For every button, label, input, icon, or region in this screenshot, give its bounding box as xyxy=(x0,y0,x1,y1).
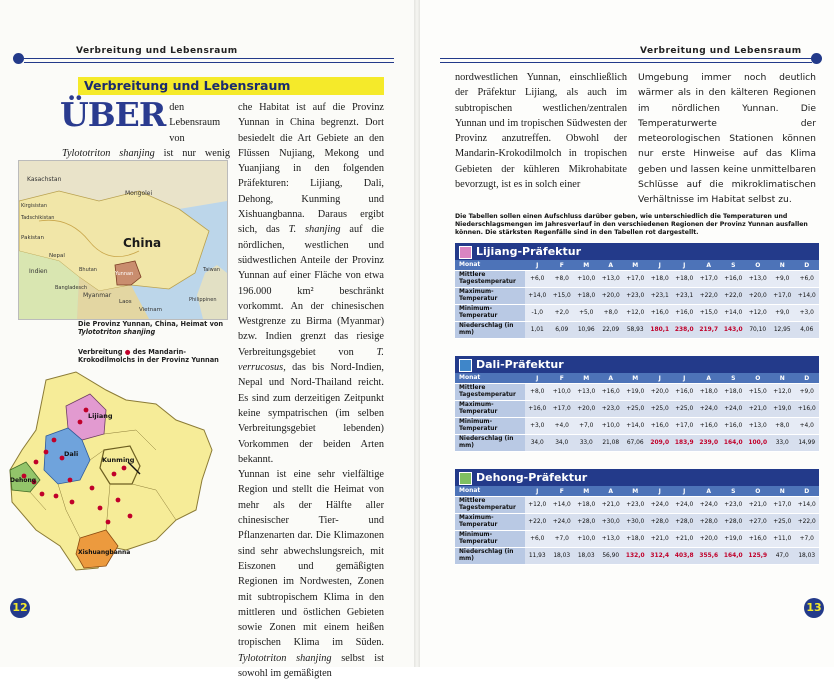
map-label: Yunnan xyxy=(115,271,134,277)
table-cell: +6,0 xyxy=(525,271,550,288)
table-cell: +7,0 xyxy=(550,531,575,548)
table-cell: 33,0 xyxy=(574,435,599,452)
table-cell: 143,0 xyxy=(721,322,746,339)
table-row xyxy=(455,497,819,514)
table-cell: +14,0 xyxy=(623,418,648,435)
col1-end: ist nur wenig xyxy=(163,147,231,159)
map-label: Bangladesch xyxy=(55,285,88,291)
table-cell: 67,06 xyxy=(623,435,648,452)
table-cell: +7,0 xyxy=(795,531,820,548)
table-cell: +16,0 xyxy=(746,531,771,548)
table-cell: +25,0 xyxy=(770,514,795,531)
month-header-cell: F xyxy=(550,373,575,384)
table-cell: +16,0 xyxy=(697,418,722,435)
map-label: Myanmar xyxy=(83,292,112,299)
region-label-lijiang: Lijiang xyxy=(88,412,113,420)
climate-table xyxy=(455,373,819,452)
table-cell: +16,0 xyxy=(721,271,746,288)
map-label: Vietnam xyxy=(139,307,162,313)
month-header-cell: A xyxy=(697,373,722,384)
dropcap: ÜBER xyxy=(60,95,166,134)
table-cell: +12,0 xyxy=(525,497,550,514)
row-label: Minimum-Temperatur xyxy=(455,531,525,548)
table-row xyxy=(455,418,819,435)
row-label: Minimum-Temperatur xyxy=(455,305,525,322)
row-label: Niederschlag (in mm) xyxy=(455,435,525,452)
table-cell: 22,09 xyxy=(599,322,624,339)
table-cell: +18,0 xyxy=(574,497,599,514)
month-header-label: Monat xyxy=(455,486,525,497)
table-cell: +18,0 xyxy=(721,384,746,401)
table-cell: +20,0 xyxy=(697,531,722,548)
table-cell: 183,9 xyxy=(672,435,697,452)
table-cell: +10,0 xyxy=(574,531,599,548)
table-row xyxy=(455,401,819,418)
month-header-cell: J xyxy=(525,486,550,497)
table-cell: +11,0 xyxy=(770,531,795,548)
table-cell: +10,0 xyxy=(574,271,599,288)
book-gutter xyxy=(414,0,420,667)
table-cell: +22,0 xyxy=(697,288,722,305)
col2-text: selbst ist sowohl im gemäßigten xyxy=(238,652,385,679)
row-label: Mittlere Tagestemperatur xyxy=(455,384,525,401)
month-header-cell: O xyxy=(746,486,771,497)
map-label: Philippinen xyxy=(189,297,217,303)
table-cell: +19,0 xyxy=(623,384,648,401)
month-header-cell: D xyxy=(795,373,820,384)
table-cell: +14,0 xyxy=(795,497,820,514)
month-header-label: Monat xyxy=(455,373,525,384)
table-cell: +16,0 xyxy=(795,401,820,418)
table-title: Dali-Präfektur xyxy=(476,358,564,371)
table-row xyxy=(455,322,819,339)
col2-text: che Habitat ist auf die Provinz Yunnan in China begrenzt. Dort besiedelt die Art Gebiete an den Flüssen Nujiang, Mekong und Yuanjiang in den folgenden Präfekturen: Lijiang, Dali, Dehong, Kunming und Xishuangbanna. Daraus ergibt sich, das xyxy=(238,102,384,236)
climate-table xyxy=(455,260,819,339)
table-row xyxy=(455,531,819,548)
table-cell: +6,0 xyxy=(525,531,550,548)
row-label: Niederschlag (in mm) xyxy=(455,548,525,565)
map-label: Bhutan xyxy=(79,267,97,273)
table-cell: +22,0 xyxy=(525,514,550,531)
table-cell: +10,0 xyxy=(550,384,575,401)
table-cell: +27,0 xyxy=(746,514,771,531)
map-label-china: China xyxy=(123,236,162,250)
table-cell: +9,0 xyxy=(795,384,820,401)
row-label: Niederschlag (in mm) xyxy=(455,322,525,339)
china-map xyxy=(18,160,228,320)
table-cell: +24,0 xyxy=(648,497,673,514)
table-title: Lijiang-Präfektur xyxy=(476,245,581,258)
table-cell: +24,0 xyxy=(550,514,575,531)
table-cell: +15,0 xyxy=(550,288,575,305)
table-cell: +10,0 xyxy=(599,418,624,435)
caption-bottom-part2: des Mandarin-Krokodilmolchs in der Provinz Yunnan xyxy=(78,348,219,365)
table-cell: +16,0 xyxy=(721,418,746,435)
header-rule-left xyxy=(24,58,394,63)
table-cell: +28,0 xyxy=(672,514,697,531)
table-cell: +22,0 xyxy=(795,514,820,531)
table-cell: +15,0 xyxy=(697,305,722,322)
table-cell: +3,0 xyxy=(525,418,550,435)
month-header-cell: N xyxy=(770,260,795,271)
month-header-cell: N xyxy=(770,486,795,497)
map-label: Nepal xyxy=(49,253,65,259)
month-header-cell: A xyxy=(599,373,624,384)
row-label: Minimum-Temperatur xyxy=(455,418,525,435)
table-cell: +16,0 xyxy=(672,305,697,322)
table-cell: 10,96 xyxy=(574,322,599,339)
month-header-cell: S xyxy=(721,260,746,271)
table-cell: +13,0 xyxy=(746,271,771,288)
table-cell: 14,99 xyxy=(795,435,820,452)
table-cell: +19,0 xyxy=(721,531,746,548)
red-dot-icon: ● xyxy=(124,348,131,356)
header-dot-right xyxy=(811,53,822,64)
table-cell: 100,0 xyxy=(746,435,771,452)
caption-bottom-part1: Verbreitung xyxy=(78,348,123,356)
caption-top xyxy=(78,320,228,337)
table-cell: +18,0 xyxy=(697,384,722,401)
table-cell: +24,0 xyxy=(721,401,746,418)
table-cell: 355,6 xyxy=(697,548,722,565)
table-cell: +12,0 xyxy=(770,384,795,401)
table-cell: 209,0 xyxy=(648,435,673,452)
map-label: Mongolei xyxy=(125,190,153,197)
table-cell: +14,0 xyxy=(525,288,550,305)
table-cell: 58,93 xyxy=(623,322,648,339)
table-cell: +18,0 xyxy=(623,531,648,548)
region-color-swatch xyxy=(459,472,472,485)
region-color-swatch xyxy=(459,246,472,259)
table-cell: +4,0 xyxy=(550,418,575,435)
month-header-label: Monat xyxy=(455,260,525,271)
table-cell: 34,0 xyxy=(550,435,575,452)
month-header-cell: M xyxy=(623,373,648,384)
caption-top-text: Die Provinz Yunnan, China, Heimat von xyxy=(78,320,224,328)
table-cell: +13,0 xyxy=(599,271,624,288)
month-header-cell: M xyxy=(574,260,599,271)
table-cell: 18,03 xyxy=(795,548,820,565)
table-cell: 312,4 xyxy=(648,548,673,565)
col2-species: T. verrucosus xyxy=(238,346,385,374)
climate-table-block xyxy=(455,356,819,452)
table-cell: 21,08 xyxy=(599,435,624,452)
table-cell: +16,0 xyxy=(599,384,624,401)
month-header-cell: O xyxy=(746,373,771,384)
month-header-row xyxy=(455,260,819,271)
table-row xyxy=(455,435,819,452)
map-label: Pakistan xyxy=(21,235,45,241)
map-label: Indien xyxy=(29,268,48,275)
table-cell: +23,0 xyxy=(623,288,648,305)
table-cell: 70,10 xyxy=(746,322,771,339)
month-header-cell: J xyxy=(648,260,673,271)
table-cell: +24,0 xyxy=(697,497,722,514)
map-label: Laos xyxy=(119,299,132,305)
month-header-cell: A xyxy=(599,486,624,497)
table-cell: 34,0 xyxy=(525,435,550,452)
table-cell: +14,0 xyxy=(550,497,575,514)
table-cell: +15,0 xyxy=(746,384,771,401)
month-header-cell: J xyxy=(672,260,697,271)
table-cell: +2,0 xyxy=(550,305,575,322)
table-cell: +17,0 xyxy=(770,497,795,514)
table-title-bar xyxy=(455,469,819,486)
map-label: Taiwan xyxy=(203,267,221,273)
caption-top-species: Tylototriton shanjing xyxy=(78,328,156,337)
month-header-row xyxy=(455,486,819,497)
col2-text: auf die nördlichen, westlichen und südwestlichen Anteile der Provinz Yunnan auf einer Fläche von etwa 196.000 km² beschränkt vorkommt. An der chinesischen Westgrenze zu Birma (Myanmar) bzw. Indien grenzt das riesige Verbreitungsgebiet von xyxy=(238,224,385,358)
running-head-left: Verbreitung und Lebensraum xyxy=(76,46,238,56)
table-cell: +16,0 xyxy=(672,384,697,401)
table-cell: +21,0 xyxy=(746,497,771,514)
month-header-cell: J xyxy=(525,260,550,271)
page-number-left: 12 xyxy=(10,598,30,618)
table-cell: +5,0 xyxy=(574,305,599,322)
month-header-cell: F xyxy=(550,260,575,271)
table-cell: +28,0 xyxy=(574,514,599,531)
table-title: Dehong-Präfektur xyxy=(476,471,588,484)
table-cell: +24,0 xyxy=(672,497,697,514)
month-header-cell: J xyxy=(648,373,673,384)
table-cell: +17,0 xyxy=(697,271,722,288)
table-cell: +13,0 xyxy=(574,384,599,401)
row-label: Mittlere Tagestemperatur xyxy=(455,497,525,514)
table-cell: -1,0 xyxy=(525,305,550,322)
row-label: Maximum-Temperatur xyxy=(455,401,525,418)
table-cell: 180,1 xyxy=(648,322,673,339)
month-header-cell: D xyxy=(795,486,820,497)
table-cell: 56,90 xyxy=(599,548,624,565)
header-dot-left xyxy=(13,53,24,64)
table-cell: +20,0 xyxy=(574,401,599,418)
table-cell: +25,0 xyxy=(648,401,673,418)
table-cell: +25,0 xyxy=(623,401,648,418)
table-cell: +23,1 xyxy=(672,288,697,305)
region-label-xishuangbanna: Xishuangbanna xyxy=(78,549,131,556)
running-head-right: Verbreitung und Lebensraum xyxy=(640,46,802,56)
table-cell: +16,0 xyxy=(648,305,673,322)
table-cell: +8,0 xyxy=(525,384,550,401)
caption-bottom xyxy=(78,348,228,365)
table-row xyxy=(455,548,819,565)
climate-table-block xyxy=(455,469,819,565)
table-cell: 238,0 xyxy=(672,322,697,339)
table-cell: +18,0 xyxy=(672,271,697,288)
col2-text: , das bis Nord-Indien, Nepal und Nord-Thailand reicht. Es sind zum derzeitigen Zeitpunkt keine sympatrischen (im selben Verbreitungsgebiet lebenden) Vorkommen der beiden Arten bekannt. xyxy=(238,362,384,465)
table-cell: 1,01 xyxy=(525,322,550,339)
table-row xyxy=(455,384,819,401)
china-map-svg xyxy=(19,161,227,319)
table-cell: +21,0 xyxy=(599,497,624,514)
table-cell: 125,9 xyxy=(746,548,771,565)
table-cell: +7,0 xyxy=(574,418,599,435)
region-label-dali: Dali xyxy=(64,450,79,458)
col2-species: Tylototriton shanjing xyxy=(238,652,332,664)
table-cell: 219,7 xyxy=(697,322,722,339)
map-label: Tadschikistan xyxy=(21,215,55,221)
climate-table-block xyxy=(455,243,819,339)
table-cell: +20,0 xyxy=(599,288,624,305)
table-cell: +18,0 xyxy=(574,288,599,305)
table-cell: +20,0 xyxy=(746,288,771,305)
table-row xyxy=(455,288,819,305)
table-cell: 164,0 xyxy=(721,548,746,565)
month-header-row xyxy=(455,373,819,384)
header-rule-right xyxy=(440,58,812,63)
table-cell: +13,0 xyxy=(746,418,771,435)
table-title-bar xyxy=(455,356,819,373)
table-cell: +30,0 xyxy=(623,514,648,531)
month-header-cell: M xyxy=(623,260,648,271)
table-cell: +30,0 xyxy=(599,514,624,531)
table-row xyxy=(455,514,819,531)
table-cell: +8,0 xyxy=(770,418,795,435)
month-header-cell: J xyxy=(672,373,697,384)
yunnan-map xyxy=(6,370,218,580)
table-cell: +3,0 xyxy=(795,305,820,322)
row-label: Mittlere Tagestemperatur xyxy=(455,271,525,288)
table-cell: +17,0 xyxy=(770,288,795,305)
table-row xyxy=(455,305,819,322)
month-header-cell: M xyxy=(623,486,648,497)
table-cell: 6,09 xyxy=(550,322,575,339)
table-cell: +12,0 xyxy=(746,305,771,322)
right-text-column-1: nordwestlichen Yunnan, einschließlich der Präfektur Lijiang, als auch im subtropischen westlichen/zentralen Yunnan und im tropischen Südwesten der Provinz anzutreffen. Obwohl der Mandarin-Krokodilmolch in tropischen Gebieten der kühleren Mikrohabitate bevorzugt, ist es in solch einer xyxy=(455,72,627,191)
table-cell: 18,03 xyxy=(574,548,599,565)
table-cell: +9,0 xyxy=(770,271,795,288)
month-header-cell: A xyxy=(599,260,624,271)
table-cell: +21,0 xyxy=(672,531,697,548)
table-row xyxy=(455,271,819,288)
row-label: Maximum-Temperatur xyxy=(455,514,525,531)
right-text-column-2: Umgebung immer noch deutlich wärmer als in den kälteren Regionen im nördlichen Yunnan. Die Temperaturwerte der meteorologischen Stationen können nur erste Hinweise auf das Klima geben und lassen keine unmittelbaren Schlüsse auf die mikroklimatischen Verhältnisse im Habitat selbst zu. xyxy=(638,72,816,206)
region-color-swatch xyxy=(459,359,472,372)
table-cell: +24,0 xyxy=(697,401,722,418)
region-label-dehong: Dehong xyxy=(10,477,37,484)
yunnan-map-svg xyxy=(6,370,218,580)
section-title: Verbreitung und Lebensraum xyxy=(78,77,384,95)
table-cell: +28,0 xyxy=(697,514,722,531)
row-label: Maximum-Temperatur xyxy=(455,288,525,305)
table-cell: 12,95 xyxy=(770,322,795,339)
table-cell: +14,0 xyxy=(795,288,820,305)
table-cell: +20,0 xyxy=(648,384,673,401)
col1-species: Tylototriton shanjing xyxy=(62,147,155,159)
table-cell: 132,0 xyxy=(623,548,648,565)
table-cell: +9,0 xyxy=(770,305,795,322)
table-cell: +12,0 xyxy=(623,305,648,322)
month-header-cell: A xyxy=(697,486,722,497)
col2-species: T. shanjing xyxy=(288,224,341,236)
month-header-cell: N xyxy=(770,373,795,384)
table-cell: +23,0 xyxy=(623,497,648,514)
table-cell: +28,0 xyxy=(648,514,673,531)
month-header-cell: J xyxy=(672,486,697,497)
table-cell: 4,06 xyxy=(795,322,820,339)
map-label: Kirgisistan xyxy=(21,203,47,209)
page-number-right: 13 xyxy=(804,598,824,618)
month-header-cell: D xyxy=(795,260,820,271)
table-cell: 18,03 xyxy=(550,548,575,565)
table-cell: +4,0 xyxy=(795,418,820,435)
table-cell: +23,0 xyxy=(721,497,746,514)
month-header-cell: A xyxy=(697,260,722,271)
month-header-cell: J xyxy=(648,486,673,497)
table-cell: +17,0 xyxy=(672,418,697,435)
table-cell: +21,0 xyxy=(746,401,771,418)
table-cell: +14,0 xyxy=(721,305,746,322)
month-header-cell: F xyxy=(550,486,575,497)
col2-para-1 xyxy=(238,100,384,467)
table-cell: +6,0 xyxy=(795,271,820,288)
table-cell: +8,0 xyxy=(599,305,624,322)
table-cell: +13,0 xyxy=(599,531,624,548)
table-cell: +22,0 xyxy=(721,288,746,305)
table-cell: +25,0 xyxy=(672,401,697,418)
table-cell: 239,0 xyxy=(697,435,722,452)
climate-table xyxy=(455,486,819,565)
col1-start: den Lebensraum von xyxy=(169,102,221,144)
month-header-cell: O xyxy=(746,260,771,271)
region-label-kunming: Kunming xyxy=(102,456,135,464)
month-header-cell: S xyxy=(721,373,746,384)
table-title-bar xyxy=(455,243,819,260)
table-cell: +8,0 xyxy=(550,271,575,288)
table-cell: +21,0 xyxy=(648,531,673,548)
table-cell: +23,0 xyxy=(599,401,624,418)
map-label: Kasachstan xyxy=(27,176,62,183)
col2-para-2 xyxy=(238,467,384,681)
table-cell: +18,0 xyxy=(648,271,673,288)
table-cell: +17,0 xyxy=(623,271,648,288)
table-cell: 164,0 xyxy=(721,435,746,452)
table-cell: +19,0 xyxy=(770,401,795,418)
table-cell: 33,0 xyxy=(770,435,795,452)
tables-intro-note: Die Tabellen sollen einen Aufschluss darüber geben, wie unterschiedlich die Temperaturen und Niederschlagsmengen im Jahresverlauf in den verschiedenen Regionen der Provinz Yunnan ausfallen können. Die stärksten Regenfälle sind in den Tabellen rot dargestellt. xyxy=(455,213,808,236)
month-header-cell: J xyxy=(525,373,550,384)
table-cell: +28,0 xyxy=(721,514,746,531)
table-cell: 403,8 xyxy=(672,548,697,565)
table-cell: +17,0 xyxy=(550,401,575,418)
month-header-cell: S xyxy=(721,486,746,497)
month-header-cell: M xyxy=(574,373,599,384)
col2-text: Yunnan ist eine sehr vielfältige Region und stellt die Heimat von mehr als der Hälfte aller chinesischer Tier- und Pflanzenarten dar. Die Klimazonen sind sehr abwechslungsreich, mit Eiszonen und gemäßigten Regionen im Nordwesten, Zonen mit subtropischem Klima in den mittleren und östlichen Gebieten sowie Zonen mit einem heißen tropischen Klima im Süden. xyxy=(238,469,384,649)
table-cell: +16,0 xyxy=(648,418,673,435)
text-column-2 xyxy=(238,100,384,681)
table-cell: +23,1 xyxy=(648,288,673,305)
table-cell: +16,0 xyxy=(525,401,550,418)
table-cell: 11,93 xyxy=(525,548,550,565)
month-header-cell: M xyxy=(574,486,599,497)
table-cell: 47,0 xyxy=(770,548,795,565)
